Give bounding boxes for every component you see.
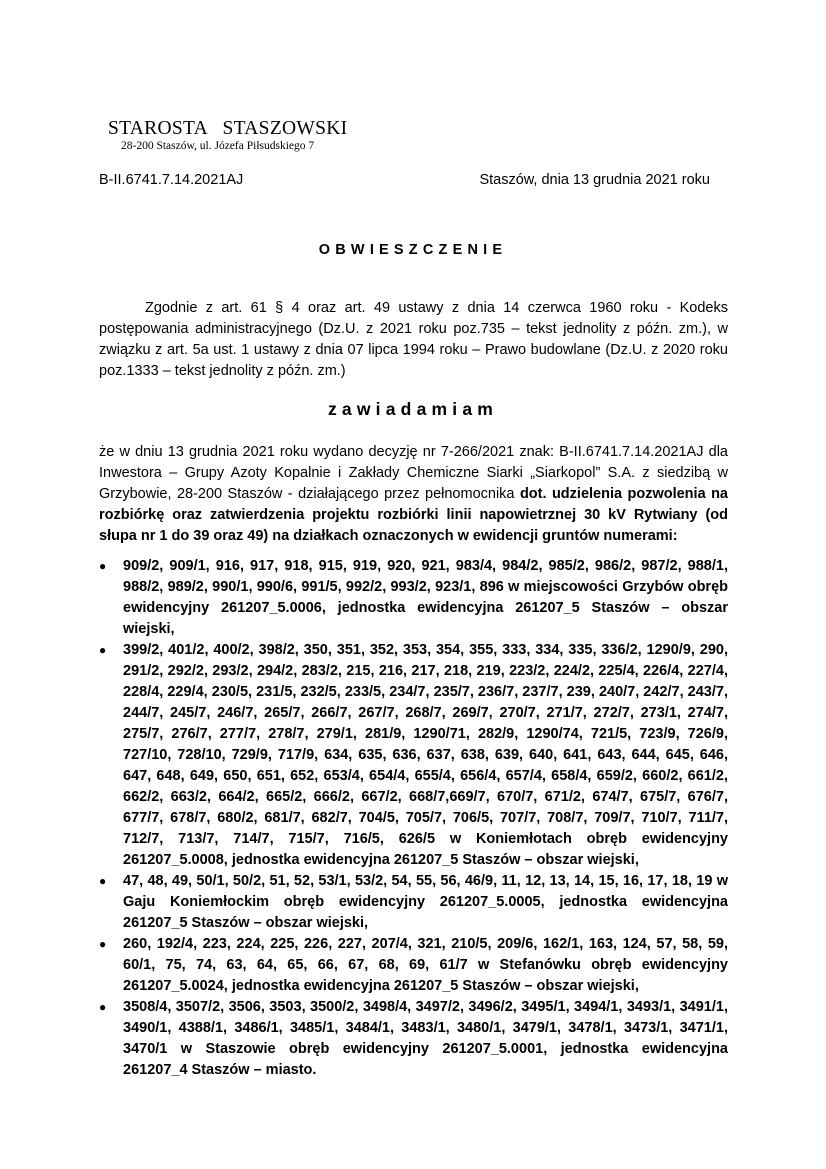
parcel-text: 3508/4, 3507/2, 3506, 3503, 3500/2, 3498/4, 3497/2, 3496/2, 3495/1, 3494/1, 3493/1, 3491/1, 3490/1, 4388/1, 3486/1, 3485/1, 3484/1, 3483/1, 3480/1, 3479/1, 3478/1, 3473/1, 3471/1, 3470/1 w Staszowie obręb ewidencyjny 261207_5.0001, jednostka ewidencyjna 261207_4 Staszów – miasto. [123, 999, 728, 1078]
parcel-list-item [99, 997, 728, 1081]
bullet-icon: ● [99, 559, 107, 573]
issue-date: Staszów, dnia 13 grudnia 2021 roku [479, 172, 710, 188]
office-title: STAROSTA STASZOWSKI [108, 118, 348, 139]
legal-basis-paragraph: Zgodnie z art. 61 § 4 oraz art. 49 ustawy z dnia 14 czerwca 1960 roku - Kodeks postępowania administracyjnego (Dz.U. z 2021 roku poz.735 – tekst jednolity z późn. zm.), w związku z art. 5a ust. 1 ustawy z dnia 07 lipca 1994 roku – Prawo budowlane (Dz.U. z 2020 roku poz.1333 – tekst jednolity z późn. zm.) [99, 300, 728, 379]
parcel-list-item [99, 640, 728, 871]
decision-subject: dot. udzielenia pozwolenia na rozbiórkę oraz zatwierdzenia projektu rozbiórki linii napowietrznej 30 kV Rytwiany (od słupa nr 1 do 39 oraz 49) na działkach oznaczonych w ewidencji gruntów numerami: [99, 486, 728, 544]
case-reference: B-II.6741.7.14.2021AJ [99, 172, 244, 188]
parcel-text: 47, 48, 49, 50/1, 50/2, 51, 52, 53/1, 53/2, 54, 55, 56, 46/9, 11, 12, 13, 14, 15, 16, 17, 18, 19 w Gaju Koniemłockim obręb ewidencyjny 261207_5.0005, jednostka ewidencyjna 261207_5 Staszów – obszar wiejski, [123, 873, 728, 931]
bullet-icon: ● [99, 937, 107, 951]
parcel-list-item [99, 556, 728, 640]
bullet-icon: ● [99, 1000, 107, 1014]
bullet-icon: ● [99, 643, 107, 657]
decision-text: że w dniu 13 grudnia 2021 roku wydano decyzję nr 7-266/2021 znak: B-II.6741.7.14.2021AJ dla Inwestora – Grupy Azoty Kopalnie i Zakłady Chemiczne Siarki „Siarkopol” S.A. z siedzibą w Grzybowie, 28-200 Staszów - działającego przez pełnomocnika [99, 444, 728, 502]
parcel-list-item [99, 871, 728, 934]
decision-paragraph [99, 442, 728, 547]
parcel-list-item [99, 934, 728, 997]
parcel-list [99, 556, 728, 1081]
bullet-icon: ● [99, 874, 107, 888]
office-address: 28-200 Staszów, ul. Józefa Piłsudskiego 7 [121, 140, 315, 152]
parcel-text: 909/2, 909/1, 916, 917, 918, 915, 919, 920, 921, 983/4, 984/2, 985/2, 986/2, 987/2, 988/1, 988/2, 989/2, 990/1, 990/6, 991/5, 992/2, 993/2, 923/1, 896 w miejscowości Grzybów obręb ewidencyjny 261207_5.0006, jednostka ewidencyjna 261207_5 Staszów – obszar wiejski, [123, 558, 728, 637]
announcement-subheading: zawiadamiam [327, 399, 499, 419]
parcel-text: 399/2, 401/2, 400/2, 398/2, 350, 351, 352, 353, 354, 355, 333, 334, 335, 336/2, 1290/9, 290, 291/2, 292/2, 293/2, 294/2, 283/2, 215, 216, 217, 218, 219, 223/2, 224/2, 225/4, 226/4, 227/4, 228/4, 229/4, 230/5, 231/5, 232/5, 233/5, 234/7, 235/7, 236/7, 237/7, 239, 240/7, 242/7, 243/7, 244/7, 245/7, 246/7, 265/7, 266/7, 267/7, 268/7, 269/7, 270/7, 271/7, 272/7, 273/1, 274/7, 275/7, 276/7, 277/7, 278/7, 279/1, 281/9, 1290/71, 282/9, 1290/74, 721/5, 723/9, 726/9, 727/10, 728/10, 729/9, 717/9, 634, 635, 636, 637, 638, 639, 640, 641, 643, 644, 645, 646, 647, 648, 649, 650, 651, 652, 653/4, 654/4, 655/4, 656/4, 657/4, 658/4, 659/2, 660/2, 661/2, 662/2, 663/2, 664/2, 665/2, 666/2, 667/2, 668/7,669/7, 670/7, 671/2, 674/7, 675/7, 676/7, 677/7, 678/7, 680/2, 681/7, 682/7, 704/5, 705/7, 706/5, 707/7, 708/7, 709/7, 710/7, 711/7, 712/7, 713/7, 714/7, 715/7, 716/5, 626/5 w Koniemłotach obręb ewidencyjny 261207_5.0008, jednostka ewidencyjna 261207_5 Staszów – obszar wiejski, [123, 642, 728, 868]
document-heading: OBWIESZCZENIE [318, 242, 508, 258]
parcel-text: 260, 192/4, 223, 224, 225, 226, 227, 207/4, 321, 210/5, 209/6, 162/1, 163, 124, 57, 58, 59, 60/1, 75, 74, 63, 64, 65, 66, 67, 68, 69, 61/7 w Stefanówku obręb ewidencyjny 261207_5.0024, jednostka ewidencyjna 261207_5 Staszów – obszar wiejski, [123, 936, 728, 994]
